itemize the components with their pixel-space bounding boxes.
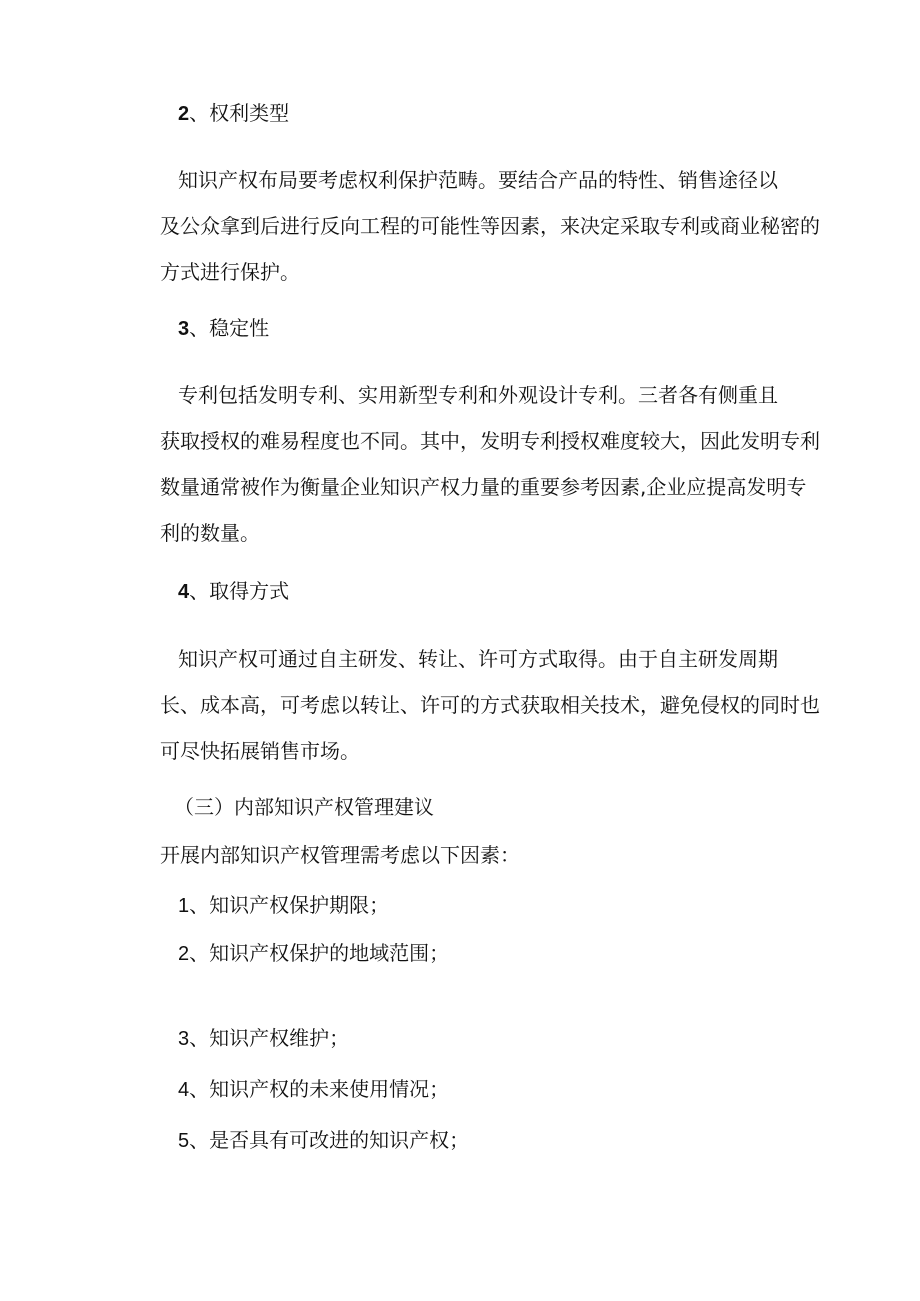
item-text: 、知识产权维护； [189,1026,350,1050]
item-text: 、是否具有可改进的知识产权； [189,1128,470,1152]
heading-stability [178,316,269,341]
heading-number: 4 [178,581,190,603]
heading-text: 、稳定性 [189,316,270,340]
item-text: 、知识产权保护的地域范围； [189,941,450,965]
item-number: 2 [178,943,190,965]
paragraph-line: 及公众拿到后进行反向工程的可能性等因素，来决定采取专利或商业秘密的 [160,214,820,238]
list-item [178,1026,349,1051]
item-number: 4 [178,1079,190,1101]
list-item [178,941,449,966]
heading-text: 、取得方式 [189,579,290,603]
paragraph-line: 长、成本高，可考虑以转让、许可的方式获取相关技术，避免侵权的同时也 [160,693,820,717]
section-heading: （三）内部知识产权管理建议 [174,795,434,819]
item-number: 3 [178,1028,190,1050]
heading-text: 、权利类型 [189,101,290,125]
list-item [178,893,389,918]
heading-number: 3 [178,318,190,340]
paragraph-line: 获取授权的难易程度也不同。其中，发明专利授权难度较大，因此发明专利 [160,429,820,453]
item-number: 5 [178,1130,190,1152]
paragraph-line: 知识产权可通过自主研发、转让、许可方式取得。由于自主研发周期 [178,647,778,671]
item-text: 、知识产权保护期限； [189,893,390,917]
paragraph-line: 数量通常被作为衡量企业知识产权力量的重要参考因素,企业应提高发明专 [160,475,807,499]
item-number: 1 [178,895,190,917]
heading-acquisition [178,579,289,604]
item-text: 、知识产权的未来使用情况； [189,1077,450,1101]
paragraph-line: 利的数量。 [160,521,260,545]
paragraph-line: 专利包括发明专利、实用新型专利和外观设计专利。三者各有侧重且 [178,383,778,407]
paragraph-line: 知识产权布局要考虑权利保护范畴。要结合产品的特性、销售途径以 [178,168,778,192]
paragraph-line: 方式进行保护。 [160,260,300,284]
list-item [178,1077,449,1102]
paragraph-line: 可尽快拓展销售市场。 [160,739,360,763]
list-item [178,1128,469,1153]
intro-text: 开展内部知识产权管理需考虑以下因素： [160,843,520,867]
heading-number: 2 [178,103,190,125]
heading-rights-type [178,101,289,126]
